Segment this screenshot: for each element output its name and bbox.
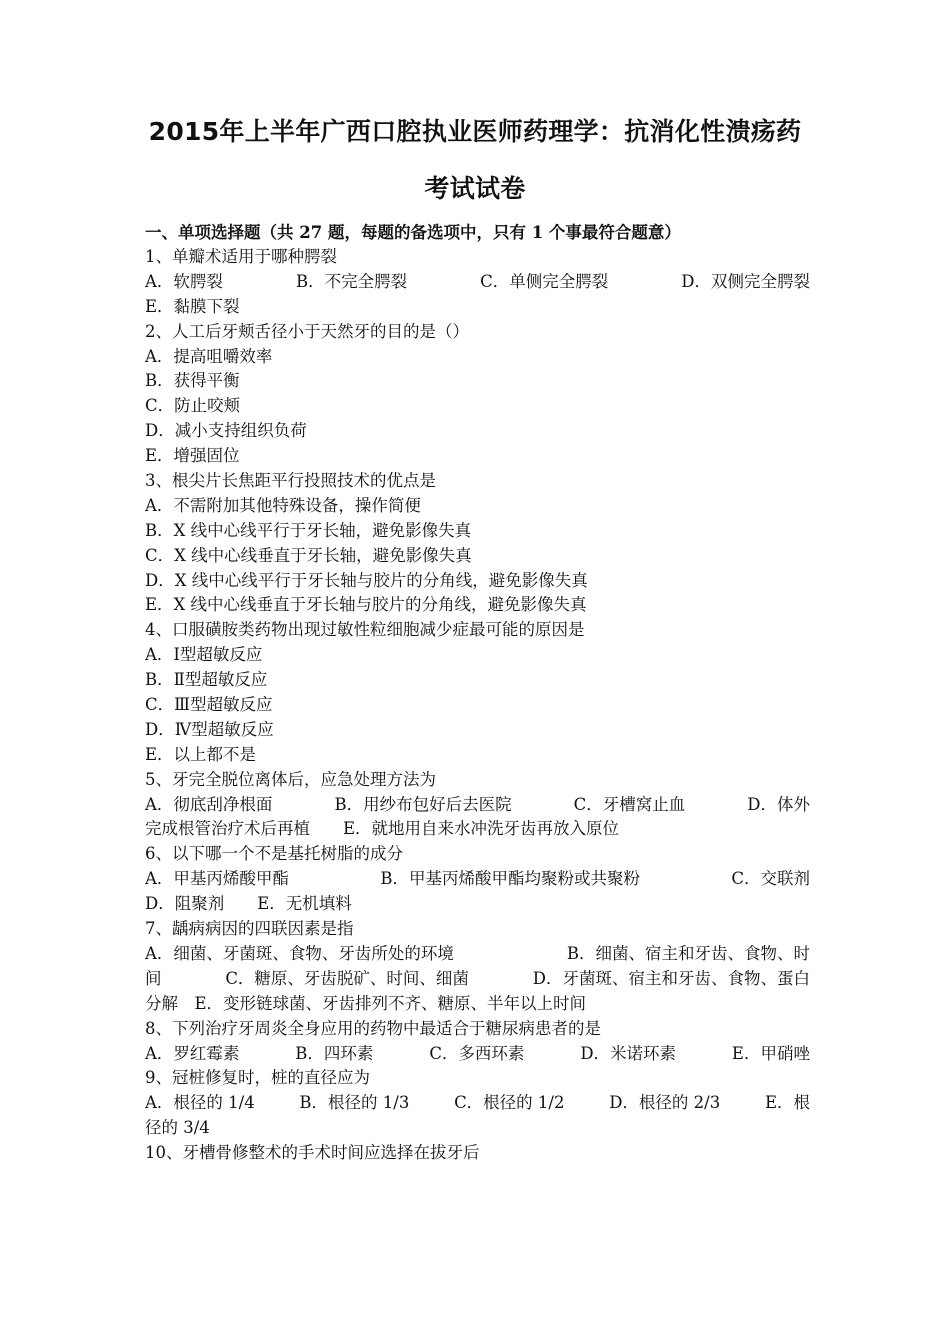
section-heading: 一、单项选择题（共 27 题，每题的备选项中，只有 1 个事最符合题意）: [145, 223, 681, 242]
option-text: C．防止咬颊: [145, 396, 241, 416]
option-row: [145, 1091, 810, 1116]
question-1: [145, 245, 810, 320]
option-text: 分解 E．变形链球菌、牙齿排列不齐、糖原、半年以上时间: [145, 993, 587, 1013]
option-text: B．X 线中心线平行于牙长轴，避免影像失真: [145, 520, 472, 540]
question-stem: 8、下列治疗牙周炎全身应用的药物中最适合于糖尿病患者的是: [145, 1018, 601, 1038]
option-row: [145, 693, 810, 718]
option-text: 间: [145, 968, 162, 988]
option-row: [145, 295, 810, 320]
option-row: [145, 743, 810, 768]
option-row: [145, 967, 810, 992]
question-stem: 6、以下哪一个不是基托树脂的成分: [145, 844, 403, 864]
option-text: A．提高咀嚼效率: [145, 346, 273, 366]
question-5: [145, 768, 810, 843]
option-text: D．牙菌斑、宿主和牙齿、食物、蛋白: [532, 968, 810, 988]
question-stem: 2、人工后牙颊舌径小于天然牙的目的是（）: [145, 321, 469, 341]
question-stem: 3、根尖片长焦距平行投照技术的优点是: [145, 471, 436, 491]
option-row: [145, 394, 810, 419]
option-text: C．交联剂: [731, 869, 810, 889]
option-row: [145, 1042, 810, 1067]
option-text: A．Ⅰ型超敏反应: [145, 645, 263, 665]
option-text: E．黏膜下裂: [145, 296, 240, 316]
option-text: A．甲基丙烯酸甲酯: [145, 869, 289, 889]
option-text: D．减小支持组织负荷: [145, 421, 307, 441]
option-text: D．X 线中心线平行于牙长轴与胶片的分角线，避免影像失真: [145, 570, 588, 590]
option-text: D．根径的 2/3: [609, 1093, 721, 1113]
option-text: C．根径的 1/2: [454, 1093, 565, 1113]
question-9: [145, 1066, 810, 1141]
question-3: [145, 469, 810, 618]
option-row: [145, 544, 810, 569]
question-10: [145, 1141, 810, 1166]
option-row: [145, 942, 810, 967]
option-text: 径的 3/4: [145, 1118, 210, 1138]
option-text: A．软腭裂: [145, 271, 223, 291]
option-row: [145, 1116, 810, 1141]
option-text: C．牙槽窝止血: [573, 794, 686, 814]
option-row: [145, 867, 810, 892]
document-title-line2: 考试试卷: [424, 174, 526, 203]
question-stem: 1、单瓣术适用于哪种腭裂: [145, 247, 337, 266]
option-row: [145, 817, 810, 842]
option-row: [145, 444, 810, 469]
option-row: [145, 369, 810, 394]
option-text: B．细菌、宿主和牙齿、食物、时: [566, 943, 810, 963]
question-stem: 4、口服磺胺类药物出现过敏性粒细胞减少症最可能的原因是: [145, 620, 585, 640]
option-row: [145, 668, 810, 693]
option-text: A．彻底刮净根面: [145, 794, 273, 814]
option-text: D．米诺环素: [580, 1043, 677, 1063]
option-text: A．细菌、牙菌斑、食物、牙齿所处的环境: [145, 943, 454, 963]
option-text: A．不需附加其他特殊设备，操作简便: [145, 495, 421, 515]
option-text: E．以上都不是: [145, 744, 257, 764]
question-stem: 5、牙完全脱位离体后，应急处理方法为: [145, 769, 436, 789]
document-body: [145, 220, 810, 1166]
option-text: D．双侧完全腭裂: [681, 271, 810, 291]
option-text: C．糖原、牙齿脱矿、时间、细菌: [225, 968, 469, 988]
option-text: D．阻聚剂 E．无机填料: [145, 894, 352, 914]
question-stem: 7、龋病病因的四联因素是指: [145, 919, 354, 939]
document-title-line1: 2015年上半年广西口腔执业医师药理学：抗消化性溃疡药: [148, 117, 802, 146]
option-text: E．X 线中心线垂直于牙长轴与胶片的分角线，避免影像失真: [145, 595, 587, 615]
option-row: [145, 992, 810, 1017]
option-text: D．体外: [747, 794, 810, 814]
option-row: [145, 593, 810, 618]
question-8: [145, 1017, 810, 1067]
option-row: [145, 643, 810, 668]
option-text: E．增强固位: [145, 446, 240, 466]
option-text: E．甲硝唑: [731, 1043, 810, 1063]
option-text: B．获得平衡: [145, 371, 240, 391]
option-text: C．X 线中心线垂直于牙长轴，避免影像失真: [145, 545, 472, 565]
option-text: E．根: [764, 1093, 810, 1113]
option-text: B．不完全腭裂: [295, 271, 408, 291]
question-7: [145, 917, 810, 1017]
option-row: [145, 419, 810, 444]
question-4: [145, 618, 810, 767]
option-text: B．四环素: [295, 1043, 374, 1063]
option-row: [145, 569, 810, 594]
option-row: [145, 519, 810, 544]
option-row: [145, 793, 810, 818]
option-text: C．多西环素: [429, 1043, 525, 1063]
option-text: C．单侧完全腭裂: [480, 271, 609, 291]
question-6: [145, 842, 810, 917]
question-2: [145, 320, 810, 469]
option-text: D．Ⅳ型超敏反应: [145, 719, 274, 739]
option-text: A．罗红霉素: [145, 1043, 240, 1063]
option-row: [145, 892, 810, 917]
option-text: B．Ⅱ型超敏反应: [145, 670, 268, 690]
option-text: 完成根管治疗术后再植 E．就地用自来水冲洗牙齿再放入原位: [145, 819, 620, 839]
option-text: A．根径的 1/4: [145, 1093, 255, 1113]
question-list: [145, 245, 810, 1166]
option-text: B．甲基丙烯酸甲酯均聚粉或共聚粉: [380, 869, 640, 889]
option-row: [145, 345, 810, 370]
option-text: B．根径的 1/3: [299, 1093, 410, 1113]
option-text: C．Ⅲ型超敏反应: [145, 695, 273, 715]
question-stem: 9、冠桩修复时，桩的直径应为: [145, 1068, 370, 1088]
option-text: B．用纱布包好后去医院: [334, 794, 512, 814]
question-stem: 10、牙槽骨修整术的手术时间应选择在拔牙后: [145, 1143, 480, 1163]
option-row: [145, 718, 810, 743]
option-row: [145, 494, 810, 519]
option-row: [145, 270, 810, 295]
